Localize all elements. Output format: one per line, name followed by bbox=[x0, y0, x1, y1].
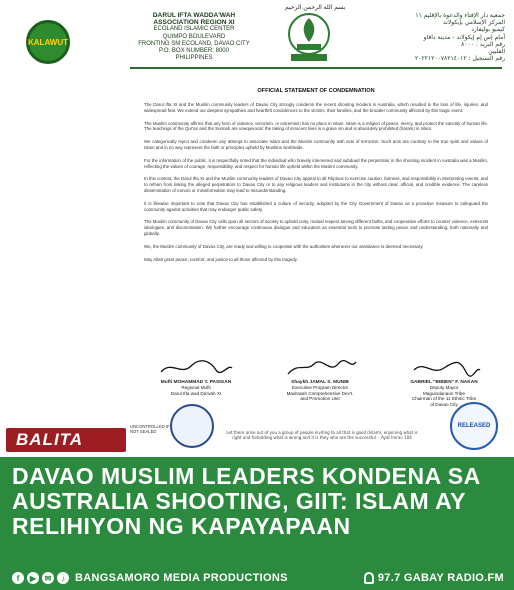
headline-text: DAVAO MUSLIM LEADERS KONDENA SA AUSTRALIA SHOOTING, GIIT: ISLAM AY RELIHIYON NG KAPAYAPAAN bbox=[12, 463, 480, 539]
radio-icon bbox=[364, 572, 374, 584]
letterhead-line: P.O. BOX NUMBER: 8000 bbox=[159, 48, 229, 55]
signatory-title: Chairman of the 11 Ethnic Tribe bbox=[411, 396, 477, 402]
association-seal-icon bbox=[285, 10, 333, 62]
corner-logo-text: KALAWUT bbox=[28, 37, 68, 47]
statement-paragraph: The Darul Ifta XI and the Muslim community leaders of Davao City strongly condemn the recent shooting incident in Australia, which resulted in the loss of life, injuries, and widespread fear. We extend our deepest sympathies and heartfelt condolences to the victims, their families, and the broader community affected by this tragic event. bbox=[144, 102, 488, 113]
statement-paragraph: For the information of the public, it is respectfully noted that the individual who bravely intervened and subdued the perpetrator in the shooting incident in Australia was a Muslim, reflecting the values of courage, responsibility, and respect for human life upheld within the Muslim community. bbox=[144, 157, 488, 169]
footer-bar bbox=[0, 566, 514, 590]
signatory-name: GABRIEL "BIBIEN" F. NAKAN bbox=[410, 379, 478, 385]
letterhead-line: المركز الإسلامي بإيكولاند bbox=[443, 19, 505, 27]
signature-scribble-icon bbox=[404, 358, 484, 378]
signature-scribble-icon bbox=[156, 358, 236, 378]
statement-paragraph: It is likewise important to note that Davao City has established a culture of security, adopted by the City Government of Davao as a proactive measure to safeguard the community against activities that may endanger public safety. bbox=[144, 200, 488, 212]
letterhead-line: QUIMPO BOULEVARD bbox=[162, 33, 226, 40]
signatory-2 bbox=[260, 358, 380, 402]
certification-badge-icon bbox=[170, 404, 214, 448]
statement-body bbox=[144, 102, 488, 269]
facebook-icon[interactable]: f bbox=[12, 572, 24, 584]
category-label: BALITA bbox=[6, 428, 126, 452]
released-stamp-text: RELEASED bbox=[457, 422, 491, 429]
signature-block bbox=[130, 358, 514, 408]
letterhead-line: DARUL IFTA WADDA'WAH bbox=[152, 12, 236, 19]
signatory-title: Darul Ifta wad Da'wah XI bbox=[170, 390, 222, 396]
signatory-name: Shaykh JAMAL S. MUNIB bbox=[291, 379, 349, 385]
letterhead-line: جمعية دار الإفتاء والدعوة بالإقليم ١١ bbox=[415, 12, 505, 19]
statement-title: OFFICIAL STATEMENT OF CONDEMNATION bbox=[257, 88, 375, 94]
statement-paragraph: The Muslim community affirms that any form of violence, terrorism, or extremism has no place in Islam. Islam is a religion of peace, mercy, and protect the sanctity of human life. The teachings of the Qur'an and the Sunnah are unequivocal: the taking of innocent lives is a grave sin and is absolutely prohibited (haram) in Islam. bbox=[144, 120, 488, 132]
bismillah-text: بسم الله الرحمن الرحيم bbox=[285, 4, 346, 11]
signatory-name: Mufti MOHAMMAD Y. PASIGAN bbox=[160, 379, 232, 385]
signatory-title: Deputy Mayor bbox=[429, 385, 459, 391]
statement-paragraph: We, the Muslim community of Davao City, are ready and willing to cooperate with the authorities whenever our assistance is deemed necessary. bbox=[144, 243, 424, 249]
signatory-title: and Promotion Unit bbox=[300, 396, 340, 402]
statement-paragraph: The Muslim community of Davao City calls upon all sectors of society to uphold unity, mutual respect among different faiths, and cooperative efforts to counter violence, extremist ideologies, and discrimination. We further encourage continuous dialogue and education as essential tools to promote lasting peace and understanding, both nationally and globally. bbox=[144, 219, 488, 236]
signatory-title: Maguindanaon Tribe bbox=[423, 390, 465, 396]
signatory-3 bbox=[384, 358, 504, 408]
letterhead-line: أمام إس إم إيكولاند - مدينة دافاو bbox=[423, 33, 505, 41]
statement-paragraph: We categorically reject and condemn any attempt to associate Islam and the Muslim community with acts of terrorism. Such acts are contrary to the true spirit and values of Islam and in no way represent the faith or principles upheld by Muslims worldwide. bbox=[144, 139, 488, 150]
letterhead-english bbox=[130, 12, 258, 62]
letterhead-divider bbox=[130, 67, 502, 69]
tiktok-icon[interactable]: ♪ bbox=[57, 572, 69, 584]
corner-logo bbox=[26, 20, 70, 64]
signatory-title: Madrasah Comprehensive Dev't. bbox=[286, 390, 354, 396]
statement-paragraph: In this context, the Darul Ifta XI and the Muslim community leaders of Davao City appeal to all Filipinos to exercise caution, fairness, and responsibility in interpreting events, and to refrain from linking the alleged perpetrators to Davao City or to any religious leaders and institutions in the city without clear, official, and credible evidence. The careless dissemination of rumors or misinformation may lead to misunderstanding. bbox=[144, 176, 488, 193]
condemnation-document bbox=[130, 0, 514, 458]
signatory-title: Regional Mufti bbox=[181, 385, 211, 391]
letterhead-arabic bbox=[365, 12, 505, 62]
released-stamp bbox=[450, 402, 498, 450]
youtube-icon[interactable]: ▶ bbox=[27, 572, 39, 584]
letterhead-line: PHILIPPINES bbox=[175, 55, 213, 62]
signatory-1 bbox=[136, 358, 256, 396]
letterhead-line: رقم البريد : ٨٠٠٠ bbox=[461, 40, 505, 48]
letterhead-line: FRONTING SM ECOLAND, DAVAO CITY bbox=[138, 40, 250, 47]
statement-paragraph: May Allah grant peace, comfort, and justice to all those affected by this tragedy. bbox=[144, 256, 298, 262]
signatory-title: of Davao City bbox=[430, 401, 458, 407]
letterhead-line: ASSOCIATION REGION XI bbox=[153, 19, 235, 27]
letterhead-line: ECOLAND ISLAMIC CENTER bbox=[153, 26, 235, 33]
uncontrolled-notice: UNCONTROLLED IF NOT SEALED bbox=[130, 424, 170, 434]
letterhead-line: رقم التسجيل : ٢٠٢٢١٢٠٠٧٨٢١٤٠١٢ bbox=[415, 55, 505, 63]
producer-label: BANGSAMORO MEDIA PRODUCTIONS bbox=[75, 572, 288, 584]
letterhead-line: الفلبين bbox=[488, 48, 505, 56]
signatory-title: Executive Program Director bbox=[291, 385, 349, 391]
letterhead-line: كيمبو بوليفارد bbox=[471, 26, 505, 34]
stamp-row bbox=[130, 402, 514, 458]
footer-quote: Let there arise out of you a group of people inviting to all that is good (Islam), enjoining what is right and forbidding what is wrong and it is they who are the successful. - Ayat Imran 104 bbox=[226, 430, 418, 440]
signature-scribble-icon bbox=[280, 358, 360, 378]
messenger-icon[interactable]: ✉ bbox=[42, 572, 54, 584]
radio-station-label: 97.7 GABAY RADIO.FM bbox=[377, 572, 504, 584]
